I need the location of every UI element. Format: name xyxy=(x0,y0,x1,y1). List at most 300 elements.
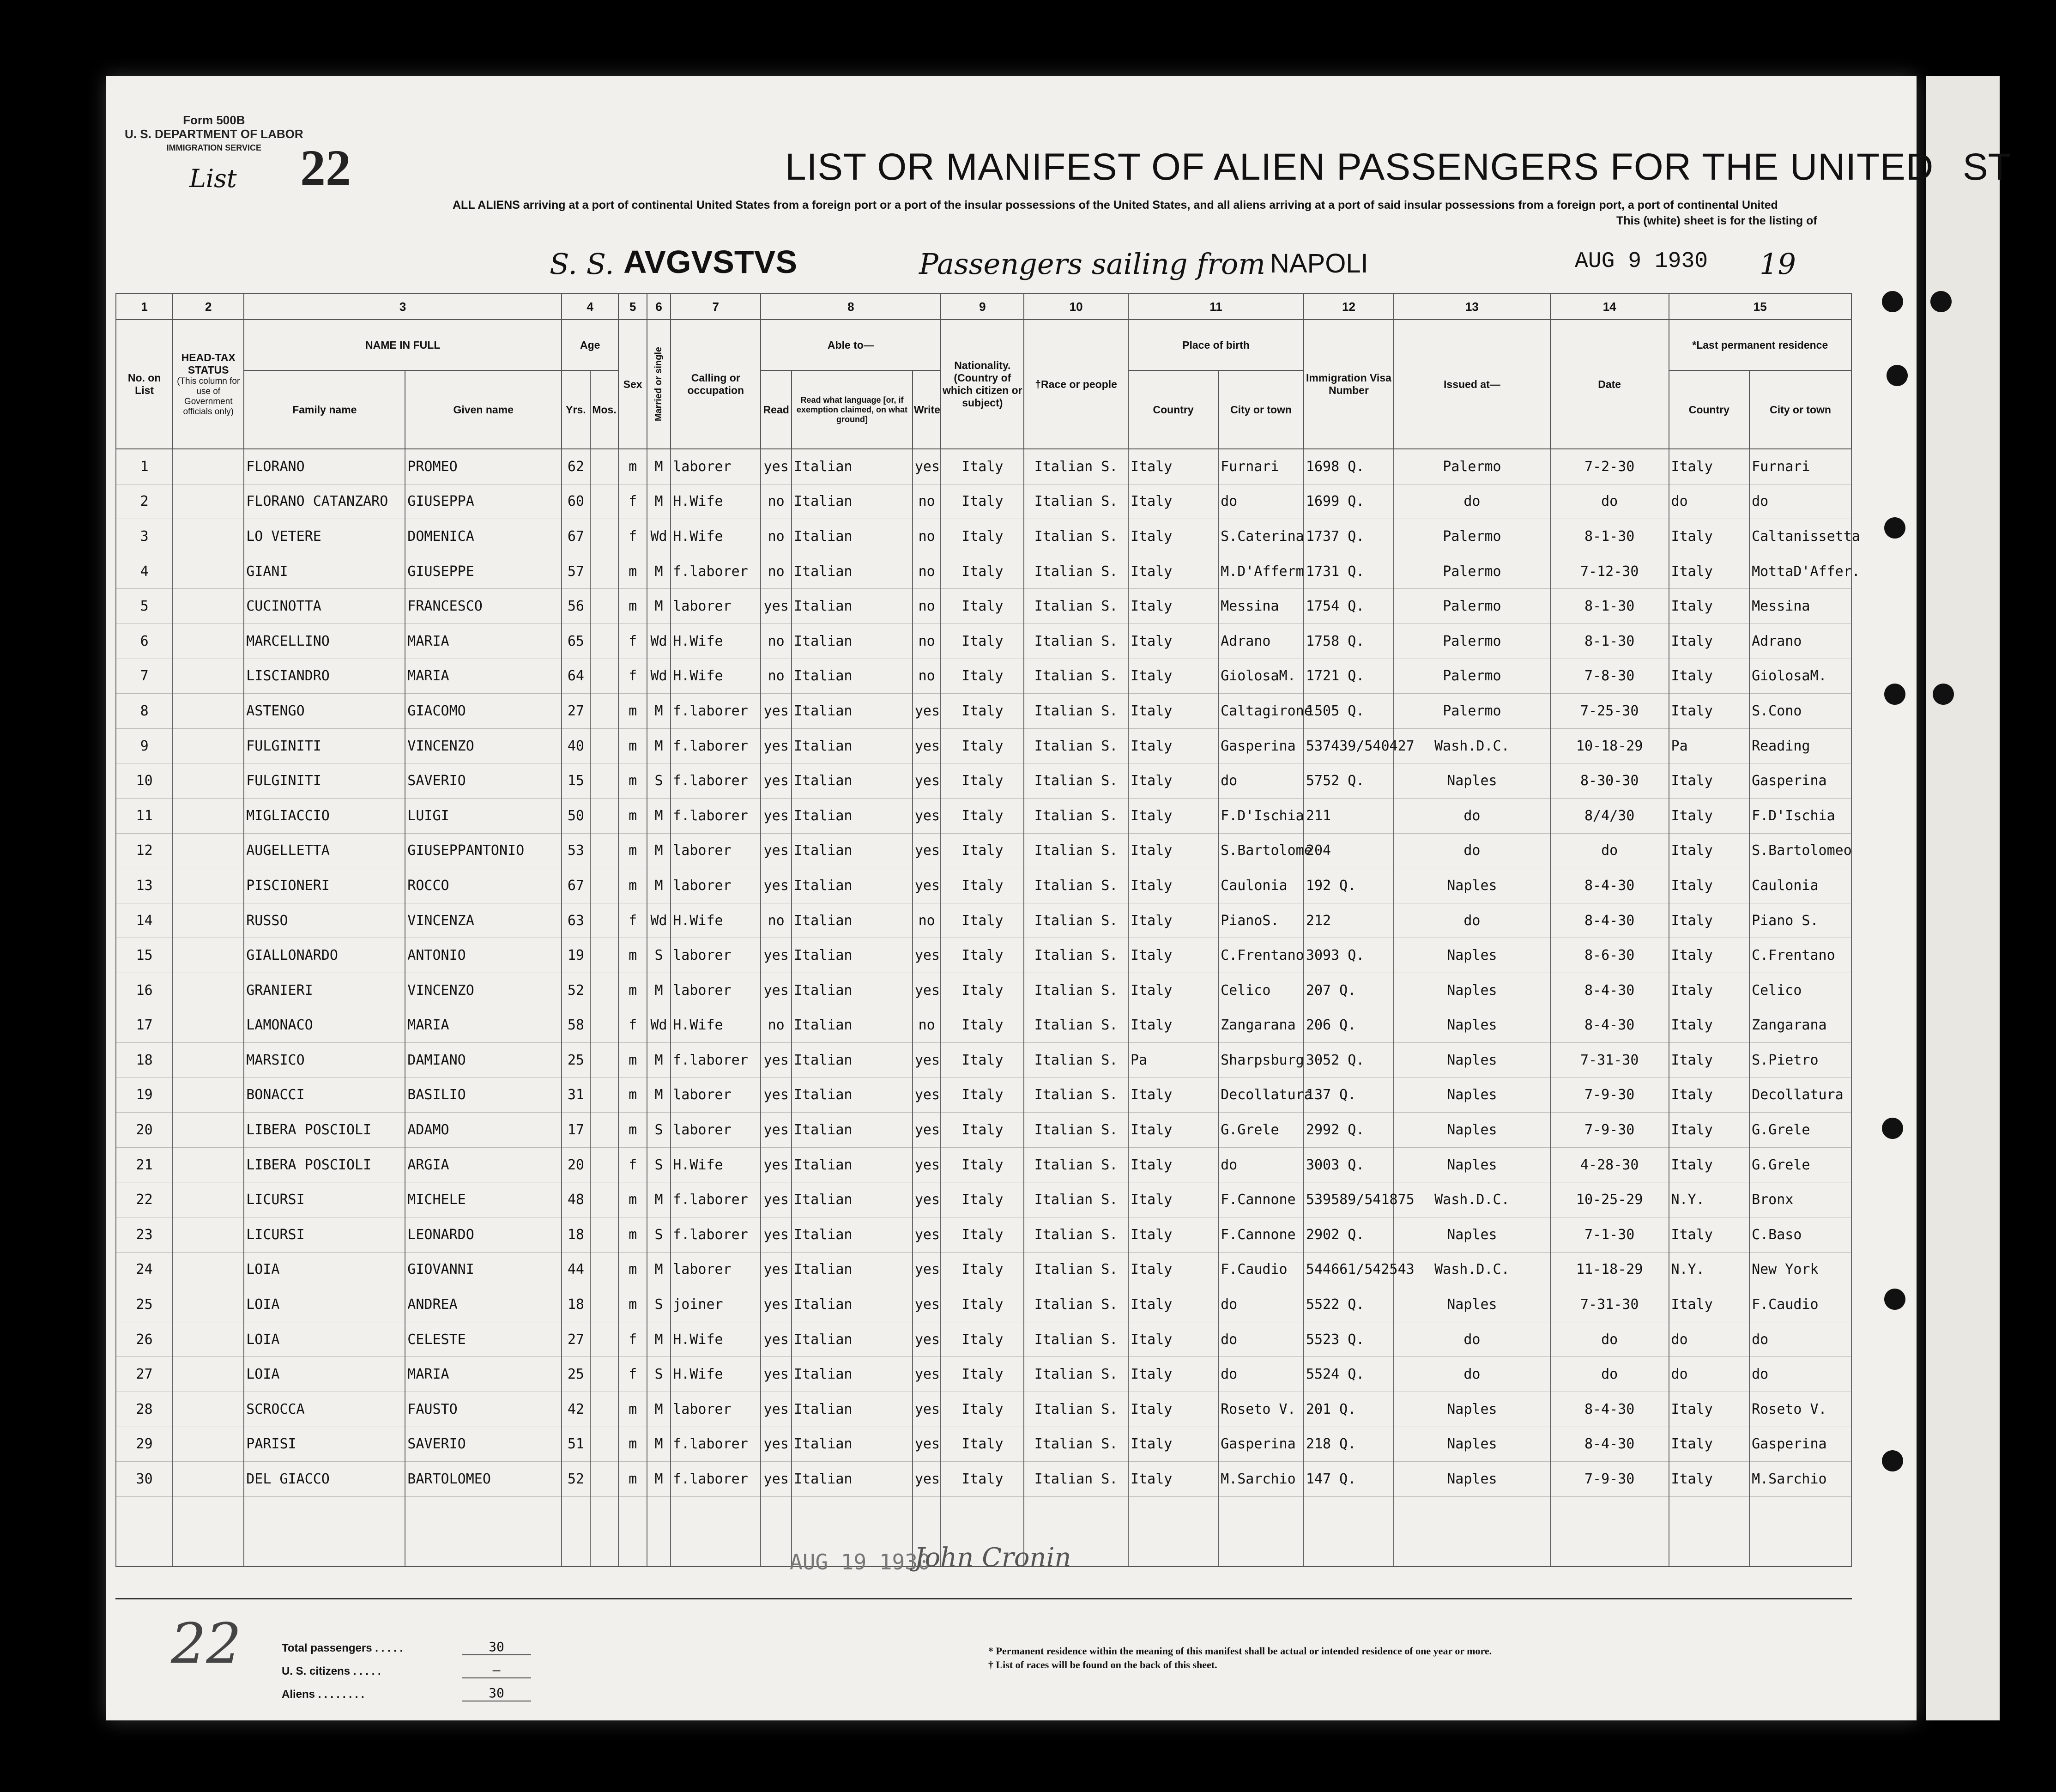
can-read: yes xyxy=(761,728,792,763)
head-tax-cell xyxy=(173,624,244,659)
visa-number: 212 xyxy=(1304,903,1394,938)
visa-date: 7-9-30 xyxy=(1550,1078,1669,1113)
can-write: yes xyxy=(913,1357,941,1392)
empty-cell xyxy=(647,1496,671,1567)
table-row xyxy=(116,1462,1851,1497)
issued-at: Wash.D.C. xyxy=(1394,728,1550,763)
intro-line-2: This (white) sheet is for the listing of xyxy=(1616,214,1817,227)
read-language: Italian xyxy=(792,624,913,659)
sex: m xyxy=(618,449,647,484)
read-language: Italian xyxy=(792,1322,913,1357)
family-name: GIANI xyxy=(244,554,405,589)
residence-country: Italy xyxy=(1669,973,1750,1008)
header-given-name: Given name xyxy=(405,370,562,449)
sex: m xyxy=(618,1392,647,1427)
issued-at: Naples xyxy=(1394,1287,1550,1322)
can-read: yes xyxy=(761,763,792,799)
issued-at: Naples xyxy=(1394,1008,1550,1043)
col-num: 6 xyxy=(647,294,671,320)
head-tax-cell xyxy=(173,1078,244,1113)
nationality: Italy xyxy=(941,589,1024,624)
row-number: 17 xyxy=(116,1008,173,1043)
residence-country: Italy xyxy=(1669,903,1750,938)
issued-at: Naples xyxy=(1394,1217,1550,1253)
family-name: GRANIERI xyxy=(244,973,405,1008)
visa-date: 4-28-30 xyxy=(1550,1147,1669,1182)
given-name: BASILIO xyxy=(405,1078,562,1113)
can-read: no xyxy=(761,519,792,554)
visa-date: do xyxy=(1550,833,1669,868)
issued-at: Palermo xyxy=(1394,449,1550,484)
table-row xyxy=(116,973,1851,1008)
birth-city: Caulonia xyxy=(1218,868,1304,903)
issued-at: Wash.D.C. xyxy=(1394,1182,1550,1217)
residence-country: Italy xyxy=(1669,833,1750,868)
can-write: yes xyxy=(913,1043,941,1078)
marital-status: S xyxy=(647,1147,671,1182)
visa-number: 5752 Q. xyxy=(1304,763,1394,799)
issued-at: Naples xyxy=(1394,1392,1550,1427)
sex: m xyxy=(618,1078,647,1113)
family-name: CUCINOTTA xyxy=(244,589,405,624)
family-name: LOIA xyxy=(244,1357,405,1392)
read-language: Italian xyxy=(792,1078,913,1113)
can-read: yes xyxy=(761,1217,792,1253)
age-months xyxy=(590,1008,619,1043)
can-write: no xyxy=(913,484,941,519)
row-number: 23 xyxy=(116,1217,173,1253)
head-tax-cell xyxy=(173,1182,244,1217)
empty-cell xyxy=(1218,1496,1304,1567)
visa-number: 1505 Q. xyxy=(1304,694,1394,729)
birth-country: Italy xyxy=(1128,1217,1218,1253)
read-language: Italian xyxy=(792,973,913,1008)
occupation: H.Wife xyxy=(671,624,761,659)
visa-number: 1754 Q. xyxy=(1304,589,1394,624)
issued-at: Naples xyxy=(1394,1462,1550,1497)
age-years: 51 xyxy=(562,1427,590,1462)
binder-hole xyxy=(1882,1118,1903,1139)
header-birth-city: City or town xyxy=(1218,370,1304,449)
date-stamp: AUG 9 1930 xyxy=(1575,249,1708,274)
table-row xyxy=(116,1147,1851,1182)
head-tax-cell xyxy=(173,1043,244,1078)
residence-city: MottaD'Affer. xyxy=(1749,554,1851,589)
age-months xyxy=(590,1287,619,1322)
sex: m xyxy=(618,833,647,868)
col-num: 10 xyxy=(1024,294,1128,320)
residence-city: F.D'Ischia xyxy=(1749,798,1851,833)
residence-city: Roseto V. xyxy=(1749,1392,1851,1427)
visa-number: 2992 Q. xyxy=(1304,1113,1394,1148)
birth-city: do xyxy=(1218,1287,1304,1322)
residence-city: do xyxy=(1749,1322,1851,1357)
residence-country: Italy xyxy=(1669,1008,1750,1043)
sex: m xyxy=(618,554,647,589)
binder-hole xyxy=(1884,684,1905,705)
birth-city: do xyxy=(1218,484,1304,519)
visa-number: 2902 Q. xyxy=(1304,1217,1394,1253)
table-row xyxy=(116,1113,1851,1148)
residence-city: Gasperina xyxy=(1749,763,1851,799)
age-months xyxy=(590,694,619,729)
family-name: LICURSI xyxy=(244,1182,405,1217)
residence-country: Italy xyxy=(1669,798,1750,833)
given-name: MARIA xyxy=(405,659,562,694)
residence-city: Gasperina xyxy=(1749,1427,1851,1462)
marital-status: M xyxy=(647,449,671,484)
family-name: FLORANO CATANZARO xyxy=(244,484,405,519)
empty-cell xyxy=(1749,1496,1851,1567)
birth-city: Caltagirone xyxy=(1218,694,1304,729)
sex: m xyxy=(618,728,647,763)
residence-city: G.Grele xyxy=(1749,1113,1851,1148)
nationality: Italy xyxy=(941,1287,1024,1322)
empty-cell xyxy=(618,1496,647,1567)
birth-country: Italy xyxy=(1128,1147,1218,1182)
birth-country: Italy xyxy=(1128,589,1218,624)
can-read: yes xyxy=(761,1182,792,1217)
head-tax-cell xyxy=(173,449,244,484)
residence-city: S.Cono xyxy=(1749,694,1851,729)
head-tax-cell xyxy=(173,484,244,519)
age-years: 18 xyxy=(562,1217,590,1253)
row-number: 26 xyxy=(116,1322,173,1357)
age-years: 67 xyxy=(562,868,590,903)
birth-country: Italy xyxy=(1128,1252,1218,1287)
can-read: yes xyxy=(761,1147,792,1182)
col-num: 13 xyxy=(1394,294,1550,320)
header-read-what: Read what language [or, if exemption claimed, on what ground] xyxy=(792,370,913,449)
residence-country: N.Y. xyxy=(1669,1182,1750,1217)
visa-number: 1721 Q. xyxy=(1304,659,1394,694)
table-row xyxy=(116,589,1851,624)
race: Italian S. xyxy=(1024,1287,1128,1322)
marital-status: M xyxy=(647,868,671,903)
can-read: yes xyxy=(761,1252,792,1287)
birth-city: S.Bartolome xyxy=(1218,833,1304,868)
residence-country: Italy xyxy=(1669,938,1750,973)
head-tax-cell xyxy=(173,973,244,1008)
race: Italian S. xyxy=(1024,449,1128,484)
ship-name: AVGVSTVS xyxy=(623,244,798,280)
occupation: f.laborer xyxy=(671,554,761,589)
row-number: 7 xyxy=(116,659,173,694)
can-write: yes xyxy=(913,1392,941,1427)
family-name: ASTENGO xyxy=(244,694,405,729)
race: Italian S. xyxy=(1024,519,1128,554)
marital-status: M xyxy=(647,1252,671,1287)
residence-city: Zangarana xyxy=(1749,1008,1851,1043)
age-months xyxy=(590,624,619,659)
race: Italian S. xyxy=(1024,798,1128,833)
visa-date: 7-1-30 xyxy=(1550,1217,1669,1253)
given-name: SAVERIO xyxy=(405,763,562,799)
visa-date: 7-31-30 xyxy=(1550,1287,1669,1322)
can-read: yes xyxy=(761,1427,792,1462)
residence-city: Piano S. xyxy=(1749,903,1851,938)
occupation: laborer xyxy=(671,1113,761,1148)
race: Italian S. xyxy=(1024,1113,1128,1148)
birth-country: Pa xyxy=(1128,1043,1218,1078)
given-name: GIUSEPPANTONIO xyxy=(405,833,562,868)
occupation: H.Wife xyxy=(671,484,761,519)
year-label: 19 xyxy=(1760,247,1796,281)
visa-number: 539589/541875 xyxy=(1304,1182,1394,1217)
can-write: yes xyxy=(913,1287,941,1322)
occupation: H.Wife xyxy=(671,659,761,694)
given-name: GIUSEPPA xyxy=(405,484,562,519)
birth-city: Zangarana xyxy=(1218,1008,1304,1043)
head-tax-title: HEAD-TAX STATUS xyxy=(181,351,236,376)
empty-cell xyxy=(1669,1496,1750,1567)
empty-cell xyxy=(761,1496,792,1567)
visa-date: do xyxy=(1550,1357,1669,1392)
given-name: LEONARDO xyxy=(405,1217,562,1253)
sex: f xyxy=(618,519,647,554)
can-read: yes xyxy=(761,1043,792,1078)
marital-status: M xyxy=(647,833,671,868)
col-num: 7 xyxy=(671,294,761,320)
race: Italian S. xyxy=(1024,1008,1128,1043)
can-read: no xyxy=(761,484,792,519)
row-number: 13 xyxy=(116,868,173,903)
header-able-to: Able to— xyxy=(761,320,941,370)
head-tax-cell xyxy=(173,763,244,799)
occupation: H.Wife xyxy=(671,903,761,938)
head-tax-cell xyxy=(173,1113,244,1148)
residence-country: Italy xyxy=(1669,519,1750,554)
nationality: Italy xyxy=(941,554,1024,589)
age-years: 65 xyxy=(562,624,590,659)
col-num: 5 xyxy=(618,294,647,320)
occupation: f.laborer xyxy=(671,1043,761,1078)
footnote-2: † List of races will be found on the back of this sheet. xyxy=(988,1659,1217,1671)
issued-at: Naples xyxy=(1394,1427,1550,1462)
row-number: 30 xyxy=(116,1462,173,1497)
table-row xyxy=(116,763,1851,799)
can-read: yes xyxy=(761,1357,792,1392)
birth-country: Italy xyxy=(1128,903,1218,938)
birth-city: M.Sarchio xyxy=(1218,1462,1304,1497)
table-row xyxy=(116,833,1851,868)
table-row xyxy=(116,1252,1851,1287)
table-bottom-rule xyxy=(115,1598,1852,1599)
race: Italian S. xyxy=(1024,1392,1128,1427)
table-row xyxy=(116,519,1851,554)
issued-at: Naples xyxy=(1394,973,1550,1008)
race: Italian S. xyxy=(1024,554,1128,589)
can-write: yes xyxy=(913,763,941,799)
sex: m xyxy=(618,938,647,973)
row-number: 27 xyxy=(116,1357,173,1392)
marital-status: S xyxy=(647,1287,671,1322)
totals-block xyxy=(282,1639,540,1711)
birth-city: do xyxy=(1218,1322,1304,1357)
given-name: FRANCESCO xyxy=(405,589,562,624)
age-months xyxy=(590,1252,619,1287)
next-sheet-edge xyxy=(1926,76,2000,1720)
residence-city: S.Pietro xyxy=(1749,1043,1851,1078)
ss-label: S. S. xyxy=(550,247,614,281)
head-tax-cell xyxy=(173,1392,244,1427)
can-write: yes xyxy=(913,833,941,868)
marital-status: M xyxy=(647,1392,671,1427)
table-row xyxy=(116,484,1851,519)
visa-date: 7-31-30 xyxy=(1550,1043,1669,1078)
sex: m xyxy=(618,589,647,624)
nationality: Italy xyxy=(941,1252,1024,1287)
race: Italian S. xyxy=(1024,833,1128,868)
row-number: 6 xyxy=(116,624,173,659)
row-number: 24 xyxy=(116,1252,173,1287)
residence-country: N.Y. xyxy=(1669,1252,1750,1287)
race: Italian S. xyxy=(1024,1147,1128,1182)
occupation: laborer xyxy=(671,833,761,868)
read-language: Italian xyxy=(792,1113,913,1148)
race: Italian S. xyxy=(1024,659,1128,694)
given-name: ARGIA xyxy=(405,1147,562,1182)
nationality: Italy xyxy=(941,694,1024,729)
age-years: 56 xyxy=(562,589,590,624)
can-write: yes xyxy=(913,1078,941,1113)
visa-date: 8-4-30 xyxy=(1550,868,1669,903)
header-birth-country: Country xyxy=(1128,370,1218,449)
visa-date: 8-1-30 xyxy=(1550,589,1669,624)
header-sex: Sex xyxy=(618,320,647,449)
age-years: 25 xyxy=(562,1043,590,1078)
given-name: MARIA xyxy=(405,1008,562,1043)
given-name: DAMIANO xyxy=(405,1043,562,1078)
issued-at: Naples xyxy=(1394,763,1550,799)
marital-status: Wd xyxy=(647,659,671,694)
given-name: LUIGI xyxy=(405,798,562,833)
age-years: 31 xyxy=(562,1078,590,1113)
read-language: Italian xyxy=(792,589,913,624)
birth-country: Italy xyxy=(1128,833,1218,868)
visa-date: 8-4-30 xyxy=(1550,973,1669,1008)
list-label: List xyxy=(189,164,237,193)
residence-country: Italy xyxy=(1669,1392,1750,1427)
marital-status: S xyxy=(647,1357,671,1392)
visa-date: 7-25-30 xyxy=(1550,694,1669,729)
can-write: yes xyxy=(913,973,941,1008)
passenger-rows xyxy=(116,449,1860,1567)
residence-city: do xyxy=(1749,1357,1851,1392)
visa-date: 7-2-30 xyxy=(1550,449,1669,484)
issued-at: Palermo xyxy=(1394,519,1550,554)
birth-country: Italy xyxy=(1128,938,1218,973)
nationality: Italy xyxy=(941,1078,1024,1113)
family-name: LO VETERE xyxy=(244,519,405,554)
race: Italian S. xyxy=(1024,484,1128,519)
race: Italian S. xyxy=(1024,694,1128,729)
table-row xyxy=(116,1392,1851,1427)
residence-city: Celico xyxy=(1749,973,1851,1008)
age-months xyxy=(590,589,619,624)
row-number: 28 xyxy=(116,1392,173,1427)
can-write: yes xyxy=(913,868,941,903)
birth-city: do xyxy=(1218,763,1304,799)
table-row xyxy=(116,1008,1851,1043)
age-months xyxy=(590,1182,619,1217)
sex: m xyxy=(618,694,647,729)
family-name: LICURSI xyxy=(244,1217,405,1253)
family-name: AUGELLETTA xyxy=(244,833,405,868)
marital-status: M xyxy=(647,973,671,1008)
occupation: H.Wife xyxy=(671,1322,761,1357)
residence-country: Italy xyxy=(1669,1078,1750,1113)
can-write: no xyxy=(913,903,941,938)
empty-cell xyxy=(405,1496,562,1567)
marital-status: M xyxy=(647,1043,671,1078)
residence-city: S.Bartolomeo xyxy=(1749,833,1851,868)
row-number: 20 xyxy=(116,1113,173,1148)
read-language: Italian xyxy=(792,1427,913,1462)
marital-status: M xyxy=(647,484,671,519)
visa-date: do xyxy=(1550,484,1669,519)
marital-status: M xyxy=(647,728,671,763)
residence-city: Adrano xyxy=(1749,624,1851,659)
sex: f xyxy=(618,903,647,938)
age-months xyxy=(590,1427,619,1462)
occupation: laborer xyxy=(671,868,761,903)
read-language: Italian xyxy=(792,903,913,938)
birth-city: Furnari xyxy=(1218,449,1304,484)
family-name: PARISI xyxy=(244,1427,405,1462)
residence-city: G.Grele xyxy=(1749,1147,1851,1182)
passenger-table xyxy=(115,293,1860,1567)
port-name: NAPOLI xyxy=(1270,248,1368,278)
visa-number: 1737 Q. xyxy=(1304,519,1394,554)
header-family-name: Family name xyxy=(244,370,405,449)
birth-country: Italy xyxy=(1128,1008,1218,1043)
residence-city: F.Caudio xyxy=(1749,1287,1851,1322)
head-tax-cell xyxy=(173,659,244,694)
read-language: Italian xyxy=(792,763,913,799)
header-date: Date xyxy=(1550,320,1669,449)
can-read: yes xyxy=(761,449,792,484)
given-name: GIOVANNI xyxy=(405,1252,562,1287)
marital-status: M xyxy=(647,1078,671,1113)
residence-city: Reading xyxy=(1749,728,1851,763)
can-read: yes xyxy=(761,833,792,868)
race: Italian S. xyxy=(1024,1252,1128,1287)
row-number: 2 xyxy=(116,484,173,519)
nationality: Italy xyxy=(941,1322,1024,1357)
family-name: LOIA xyxy=(244,1287,405,1322)
visa-number: 192 Q. xyxy=(1304,868,1394,903)
can-read: yes xyxy=(761,798,792,833)
issued-at: do xyxy=(1394,1357,1550,1392)
birth-country: Italy xyxy=(1128,1322,1218,1357)
issued-at: Naples xyxy=(1394,1078,1550,1113)
table-row xyxy=(116,624,1851,659)
read-language: Italian xyxy=(792,1008,913,1043)
residence-city: do xyxy=(1749,484,1851,519)
visa-date: 10-25-29 xyxy=(1550,1182,1669,1217)
empty-cell xyxy=(590,1496,619,1567)
head-tax-cell xyxy=(173,833,244,868)
read-language: Italian xyxy=(792,868,913,903)
header-yrs: Yrs. xyxy=(562,370,590,449)
age-months xyxy=(590,973,619,1008)
marital-status: S xyxy=(647,1217,671,1253)
age-years: 53 xyxy=(562,833,590,868)
empty-cell xyxy=(1550,1496,1669,1567)
given-name: BARTOLOMEO xyxy=(405,1462,562,1497)
race: Italian S. xyxy=(1024,973,1128,1008)
